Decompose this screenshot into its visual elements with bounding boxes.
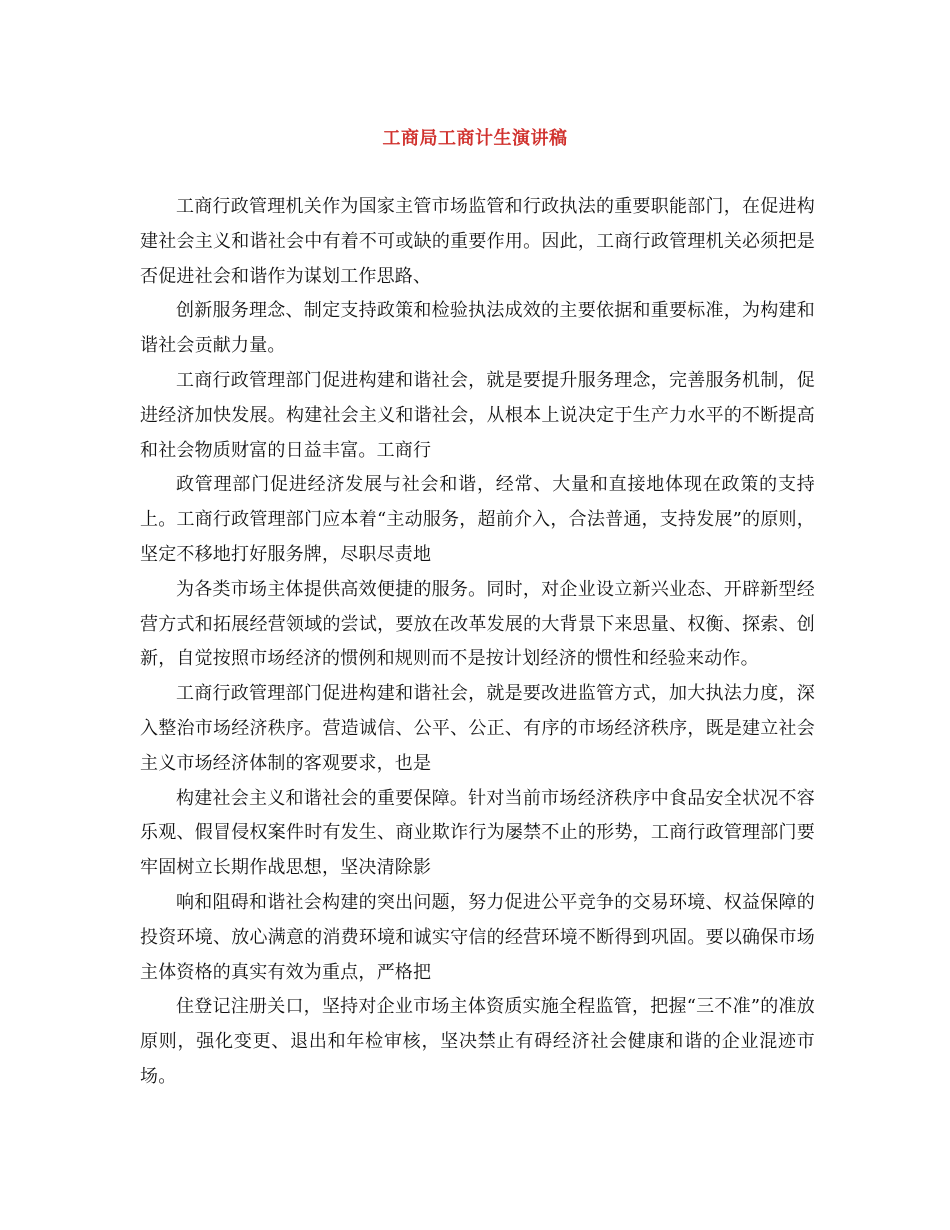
paragraph: 为各类市场主体提供高效便捷的服务。同时，对企业设立新兴业态、开辟新型经营方式和拓展经营领域的尝试，要放在改革发展的大背景下来思量、权衡、探索、创新，自觉按照市场经济的惯例和规则而不是按计划经济的惯性和经验来动作。 bbox=[140, 578, 815, 670]
paragraph: 工商行政管理机关作为国家主管市场监管和行政执法的重要职能部门，在促进构建社会主义和谐社会中有着不可或缺的重要作用。因此，工商行政管理机关必须把是否促进社会和谐作为谋划工作思路、 bbox=[140, 196, 815, 287]
paragraph: 工商行政管理部门促进构建和谐社会，就是要改进监管方式，加大执法力度，深入整治市场经济秩序。营造诚信、公平、公正、有序的市场经济秩序，既是建立社会主义市场经济体制的客观要求，也是 bbox=[140, 683, 815, 774]
document-body bbox=[140, 190, 815, 1095]
document-title: 工商局工商计生演讲稿 bbox=[382, 128, 568, 149]
paragraph: 创新服务理念、制定支持政策和检验执法成效的主要依据和重要标准，为构建和谐社会贡献力量。 bbox=[140, 300, 815, 357]
paragraph: 政管理部门促进经济发展与社会和谐，经常、大量和直接地体现在政策的支持上。工商行政管理部门应本着“主动服务，超前介入，合法普通，支持发展”的原则，坚定不移地打好服务牌，尽职尽责地 bbox=[140, 474, 815, 565]
paragraph: 构建社会主义和谐社会的重要保障。针对当前市场经济秩序中食品安全状况不容乐观、假冒侵权案件时有发生、商业欺诈行为屡禁不止的形势，工商行政管理部门要牢固树立长期作战思想，坚决清除影 bbox=[140, 787, 815, 879]
paragraph: 住登记注册关口，坚持对企业市场主体资质实施全程监管，把握“三不准”的准放原则，强化变更、退出和年检审核，坚决禁止有碍经济社会健康和谐的企业混迹市场。 bbox=[140, 996, 815, 1087]
paragraph: 工商行政管理部门促进构建和谐社会，就是要提升服务理念，完善服务机制，促进经济加快发展。构建社会主义和谐社会，从根本上说决定于生产力水平的不断提高和社会物质财富的日益丰富。工商行 bbox=[140, 369, 815, 461]
paragraph: 响和阻碍和谐社会构建的突出问题，努力促进公平竞争的交易环境、权益保障的投资环境、放心满意的消费环境和诚实守信的经营环境不断得到巩固。要以确保市场主体资格的真实有效为重点，严格把 bbox=[140, 891, 815, 983]
